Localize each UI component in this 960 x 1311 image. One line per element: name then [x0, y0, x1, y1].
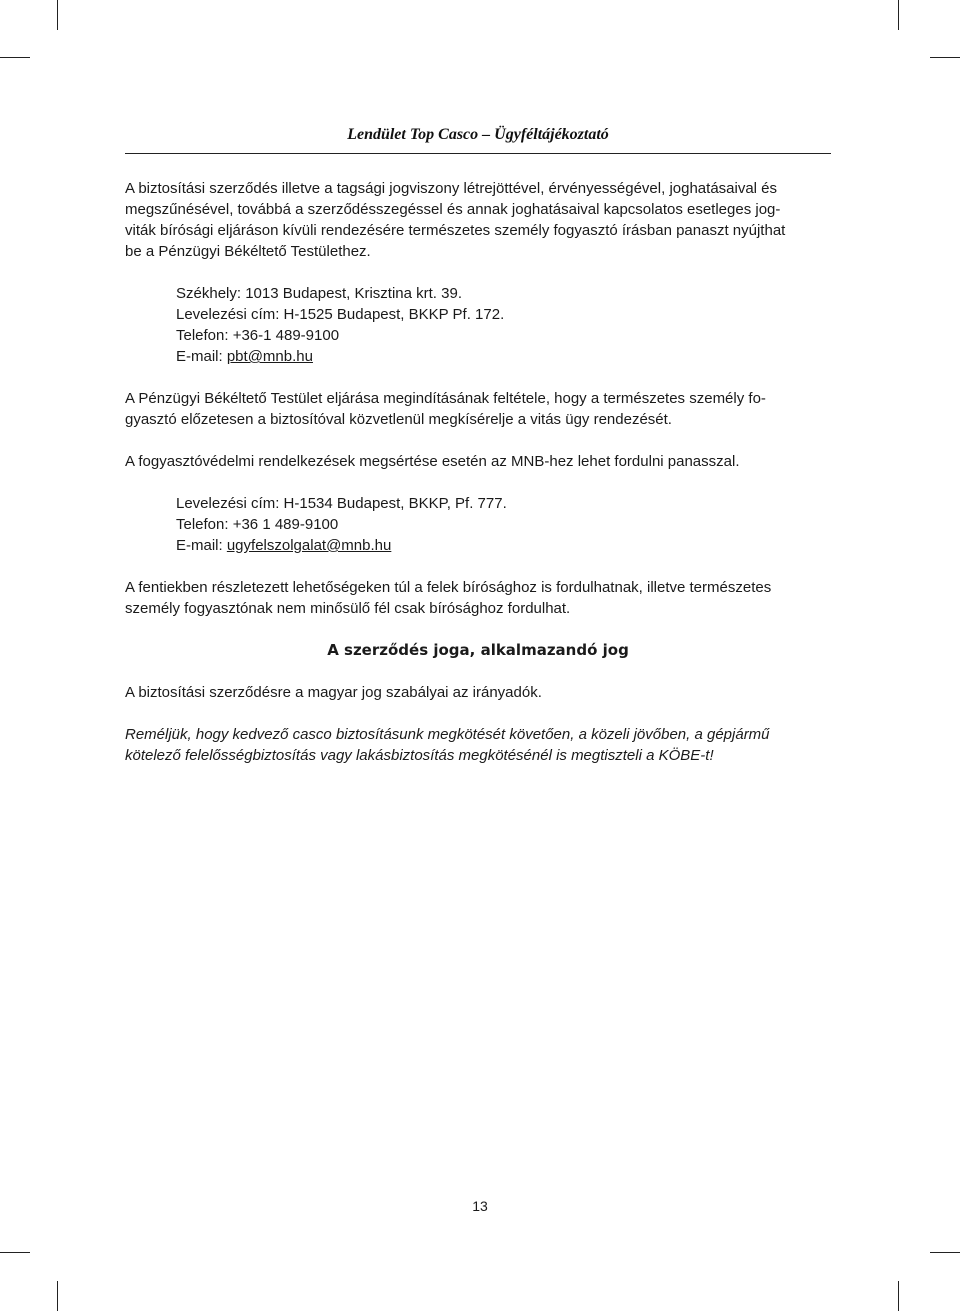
pbt-phone: Telefon: +36-1 489-9100: [176, 327, 340, 344]
pbt-postal-address: Levelezési cím: H-1525 Budapest, BKKP Pf. 172.: [176, 306, 505, 323]
page-body: [125, 178, 831, 766]
text-line: be a Pénzügyi Békéltető Testülethez.: [125, 243, 371, 260]
email-label: E-mail:: [176, 348, 227, 365]
paragraph-court-option: [125, 577, 831, 619]
mnb-contact-block: [176, 493, 831, 556]
text-line: gyasztó előzetesen a biztosítóval közvetlenül megkísérelje a vitás ügy rendezését.: [125, 411, 672, 428]
pbt-email-link[interactable]: pbt@mnb.hu: [226, 348, 313, 365]
text-line: A fentiekben részletezett lehetőségeken túl a felek bírósághoz is fordulhatnak, illetve természetes: [125, 579, 772, 596]
crop-mark: [898, 1281, 899, 1311]
text-line: A biztosítási szerződés illetve a tagsági jogviszony létrejöttével, érvényességével, joghatásaival és: [125, 180, 778, 197]
crop-mark: [898, 0, 899, 30]
pbt-contact-block: [176, 283, 831, 367]
running-header: Lendület Top Casco – Ügyféltájékoztató: [347, 126, 609, 143]
header-rule: [125, 153, 831, 154]
email-label: E-mail:: [176, 537, 227, 554]
crop-mark: [57, 0, 58, 30]
crop-mark: [0, 1252, 30, 1253]
page-number: 13: [472, 1198, 488, 1214]
mnb-postal-address: Levelezési cím: H-1534 Budapest, BKKP, Pf. 777.: [176, 495, 507, 512]
paragraph-pbt-condition: [125, 388, 831, 430]
pbt-seat: Székhely: 1013 Budapest, Krisztina krt. 39.: [176, 285, 462, 302]
mnb-phone: Telefon: +36 1 489-9100: [176, 516, 339, 533]
text-line: kötelező felelősségbiztosítás vagy lakásbiztosítás megkötésénél is megtiszteli a KÖBE-t!: [125, 747, 714, 764]
paragraph-dispute-resolution: [125, 178, 831, 262]
text-line: Reméljük, hogy kedvező casco biztosításunk megkötését követően, a közeli jövőben, a gépjármű: [125, 726, 770, 743]
paragraph-applicable-law: A biztosítási szerződésre a magyar jog szabályai az irányadók.: [125, 684, 542, 701]
paragraph-mnb-complaint: A fogyasztóvédelmi rendelkezések megsértése esetén az MNB-hez lehet fordulni panasszal.: [125, 453, 740, 470]
pbt-email-line: [176, 346, 831, 367]
mnb-email-line: [176, 535, 831, 556]
crop-mark: [57, 1281, 58, 1311]
text-line: megszűnésével, továbbá a szerződésszegéssel és annak joghatásaival kapcsolatos esetleges jog-: [125, 201, 781, 218]
text-line: személy fogyasztónak nem minősülő fél csak bírósághoz fordulhat.: [125, 600, 571, 617]
text-line: A Pénzügyi Békéltető Testület eljárása megindításának feltétele, hogy a természetes személy fo-: [125, 390, 766, 407]
text-line: viták bírósági eljáráson kívüli rendezésére természetes személy fogyasztó írásban panaszt nyújthat: [125, 222, 786, 239]
crop-mark: [930, 1252, 960, 1253]
closing-paragraph: [125, 724, 831, 766]
crop-mark: [0, 57, 30, 58]
mnb-email-link[interactable]: ugyfelszolgalat@mnb.hu: [226, 537, 392, 554]
crop-mark: [930, 57, 960, 58]
section-heading: A szerződés joga, alkalmazandó jog: [327, 641, 629, 659]
